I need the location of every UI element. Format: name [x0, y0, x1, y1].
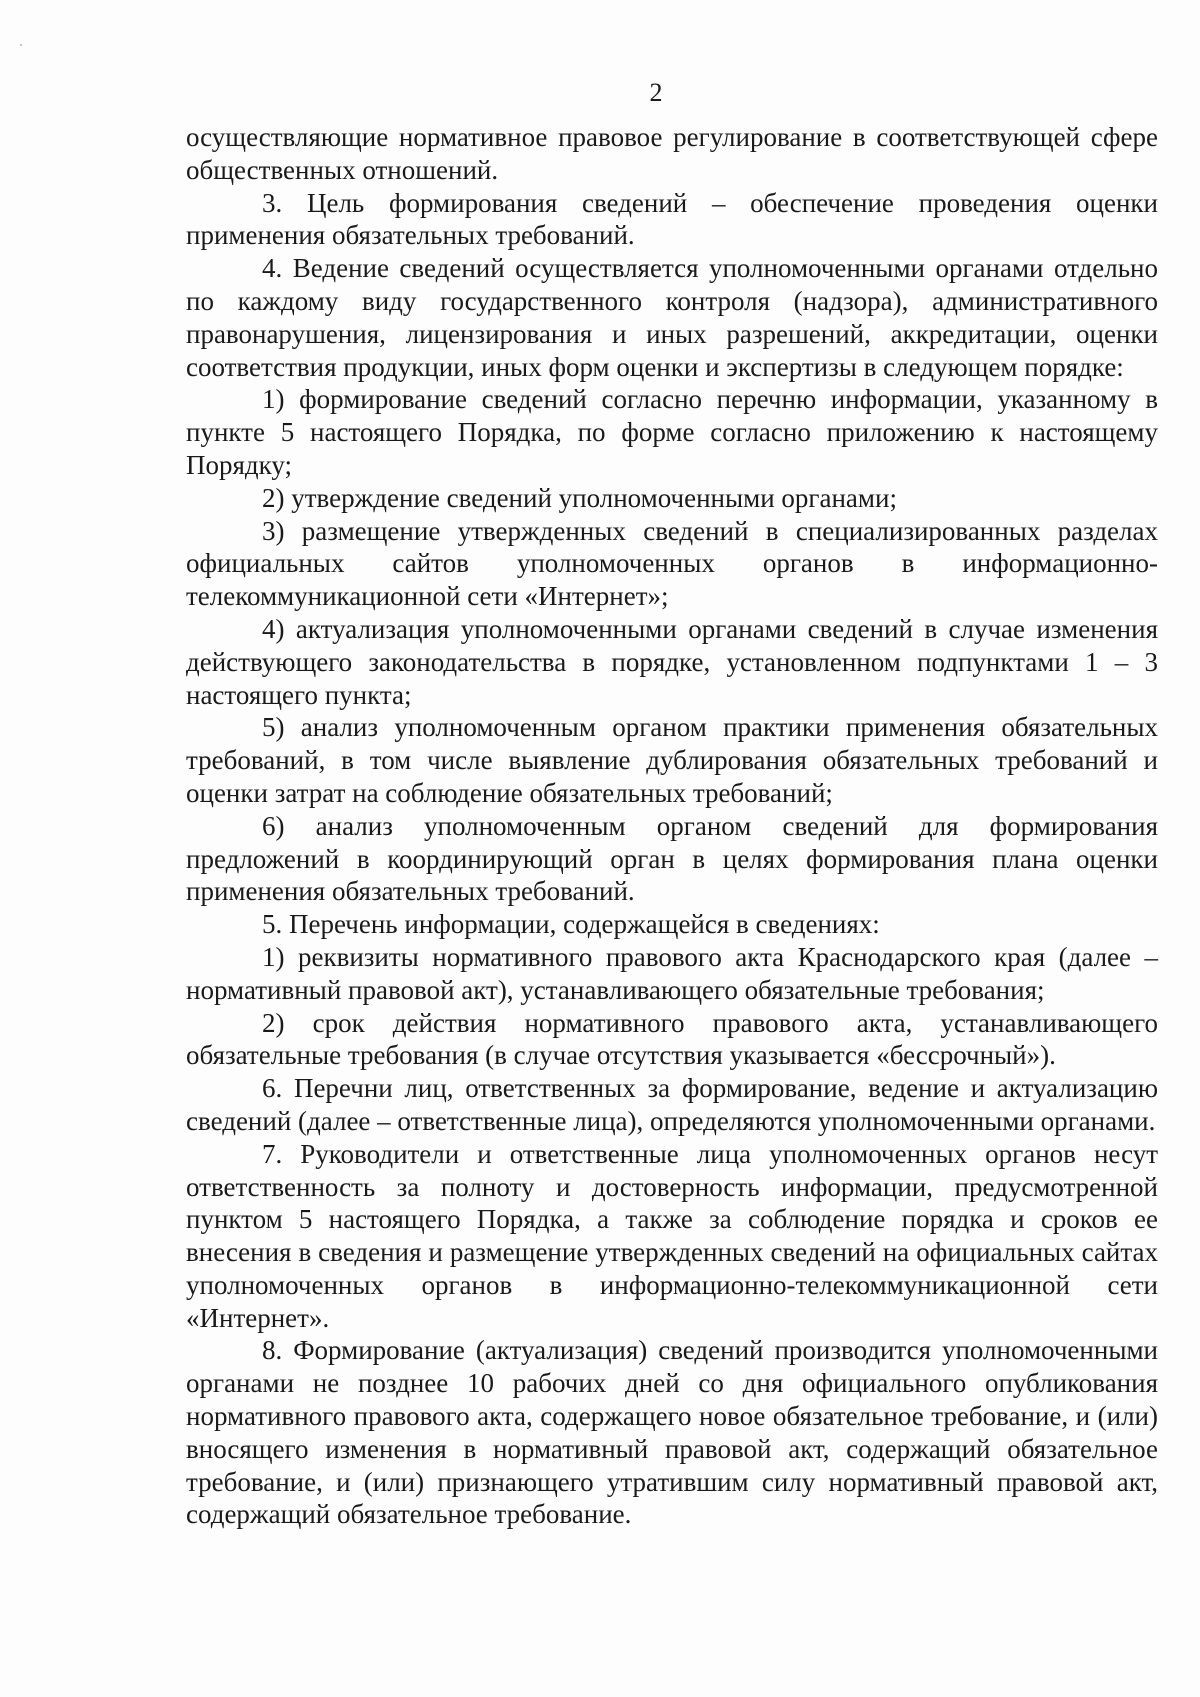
subitem-4-2: 2) утверждение сведений уполномоченными органами; [262, 482, 897, 513]
subitem-4-6: 6) анализ уполномоченным органом сведений для формирования предложений в координирующий орган в целях формирования плана оценки применения обязательных требований. [186, 810, 1158, 907]
subitem-4-1: 1) формирование сведений согласно перечню информации, указанному в пункте 5 настоящего Порядка, по форме согласно приложению к настоящему Порядку; [186, 384, 1158, 480]
subitem-4-3: 3) размещение утвержденных сведений в специализированных разделах официальных сайтов уполномоченных органов в информационно-телекоммуникационной сети «Интернет»; [186, 515, 1158, 612]
paragraph-item-6: 6. Перечни лиц, ответственных за формирование, ведение и актуализацию сведений (далее – ответственные лица), определяются уполномоченными органами. [186, 1073, 1158, 1136]
paragraph-item-7: 7. Руководители и ответственные лица уполномоченных органов несут ответственность за полноту и достоверность информации, предусмотренной пунктом 5 настоящего Порядка, а также за соблюдение порядка и сроков ее внесения в сведения и размещение утвержденных сведений на официальных сайтах уполномоченных органов в информационно-телекоммуникационной сети «Интернет». [186, 1138, 1158, 1333]
paragraph-item-4: 4. Ведение сведений осуществляется уполномоченными органами отдельно по каждому виду государственного контроля (надзора), административного правонарушения, лицензирования и иных разрешений, аккредитации, оценки соответствия продукции, иных форм оценки и экспертизы в следующем порядке: [186, 253, 1158, 382]
paragraph-item-3: 3. Цель формирования сведений – обеспечение проведения оценки применения обязательных требований. [186, 187, 1158, 251]
document-body [186, 121, 1158, 1531]
paragraph-continuation: осуществляющие нормативное правовое регулирование в соответствующей сфере общественных отношений. [186, 122, 1158, 185]
subitem-4-5: 5) анализ уполномоченным органом практики применения обязательных требований, в том числе выявление дублирования обязательных требований и оценки затрат на соблюдение обязательных требований; [186, 712, 1158, 808]
subitem-4-4: 4) актуализация уполномоченными органами сведений в случае изменения действующего законодательства в порядке, установленном подпунктами 1 – 3 настоящего пункта; [186, 613, 1158, 710]
subitem-5-1: 1) реквизиты нормативного правового акта Краснодарского края (далее – нормативный правовой акт), устанавливающего обязательные требования; [186, 941, 1158, 1005]
paragraph-item-8: 8. Формирование (актуализация) сведений производится уполномоченными органами не позднее 10 рабочих дней со дня официального опубликования нормативного правового акта, содержащего новое обязательное требование, и (или) вносящего изменения в нормативный правовой акт, содержащий обязательное требование, и (или) признающего утратившим силу нормативный правовой акт, содержащий обязательное требование. [186, 1335, 1158, 1530]
page-number: 2 [649, 78, 663, 107]
scan-artifact [20, 44, 22, 46]
paragraph-item-5: 5. Перечень информации, содержащейся в сведениях: [262, 909, 880, 940]
subitem-5-2: 2) срок действия нормативного правового акта, устанавливающего обязательные требования (в случае отсутствия указывается «бессрочный»). [186, 1007, 1158, 1071]
